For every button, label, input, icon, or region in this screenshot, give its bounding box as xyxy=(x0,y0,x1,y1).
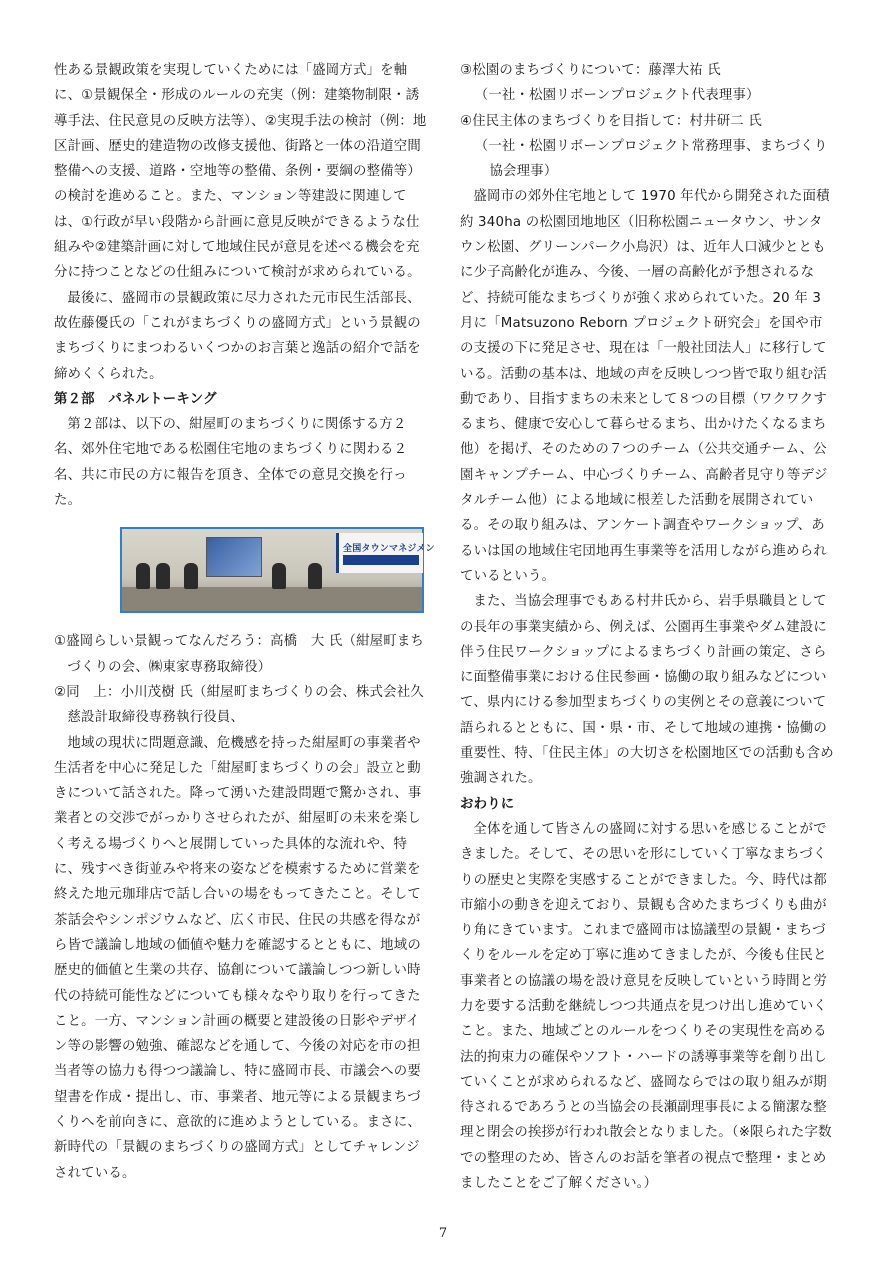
paragraph: 最後に、盛岡市の景観政策に尽力された元市民生活部長、故佐藤優氏の「これがまちづくりの盛岡方式」という景観のまちづくりにまつわるいくつかのお言葉と逸話の紹介で話を締めくくられた。 xyxy=(54,290,421,382)
paragraph: 盛岡市の郊外住宅地として 1970 年代から開発された面積約 340ha の松園団地地区（旧称松園ニュータウン、サンタウン松園、グリーンパーク小鳥沢）は、近年人口減少とともに少子高齢化が進み、今後、一層の高齢化が予想されるなど、持続可能なまちづくりが強く求められていた。20 年 3 月に「Matsuzono Reborn プロジェクト研究会」を国や市の支援の下に発足させ、現在は「一般社団法人」に移行している。活動の基本は、地域の声を反映しつつ皆で取り組む活動であり、目指すまちの未来として８つの目標（ワクワクするまち、健康で安心して暮らせるまち、出かけたくなるまち他）を掲げ、そのための７つのチーム（公共交通チーム、公園キャンプチーム、中心づくりチーム、高齢者見守り等デジタルチーム他）による地域に根差した活動を展開されている。その取り組みは、アンケート調査やワークショップ、あるいは国の地域住宅団地再生事業等を活用しながら進められているという。 xyxy=(460,189,830,584)
paragraph: 性ある景観政策を実現していくためには「盛岡方式」を軸に、①景観保全・形成のルールの充実（例：建築物制限・誘導手法、住民意見の反映方法等）、②実現手法の検討（例：地区計画、歴史的建造物の改修支援他、街路と一体の沿道空間整備への支援、道路・空地等の整備、条例・要綱の整備等）の検討を進めること。また、マンション等建設に関連しては、①行政が早い段階から計画に意見反映ができるような仕組みや②建築計画に対して地域住民が意見を述べる機会を充分に持つことなどの仕組みについて検討が求められている。 xyxy=(54,63,427,281)
page-number: 7 xyxy=(438,1226,448,1241)
panelist-affiliation: （一社・松園リボーンプロジェクト常務理事、まちづくり協会理事） xyxy=(474,138,828,180)
paragraph: また、当協会理事でもある村井氏から、岩手県職員としての長年の事業実績から、例えば、公園再生事業やダム建設に伴う住民ワークショップによるまちづくり計画の策定、さらに面整備事業における住民参画・協働の取り組みなどについて、県内にける参加型まちづくりの実例とその意義について語られるとともに、国・県・市、そして地域の連携・協働の重要性、特、「住民主体」の大切さを松園地区での活動も含め強調された。 xyxy=(460,594,834,787)
section-heading: おわりに xyxy=(460,796,515,812)
left-column xyxy=(54,58,435,1186)
paragraph: 全体を通して皆さんの盛岡に対する思いを感じることができました。そして、その思いを形にしていく丁寧なまちづくりの歴史と実際を実感することができました。今、時代は都市縮小の動きを迎えており、景観も含めたまちづくりも曲がり角にきています。これまで盛岡市は協議型の景観・まちづくりをルールを定め丁寧に進めてきましたが、今後も住民と事業者との協議の場を設け意見を反映していという時間と労力を要する活動を継続しつつ共通点を見つけ出し進めていくこと。また、地域ごとのルールをつくりその実現性を高める法的拘束力の確保やソフト・ハードの誘導事業等を創り出していくことが求められるなど、盛岡ならではの取り組みが期待されるであろうとの当協会の長瀬副理事長による簡潔な整理と閉会の挨拶が行われ散会となりました。（※限られた字数での整理のため、皆さんのお話を筆者の視点で整理・まとめましたことをご了解ください。） xyxy=(460,821,832,1192)
banner-text: 全国タウンマネジメン xyxy=(343,544,435,555)
section-heading: 第２部 パネルトーキング xyxy=(54,391,217,407)
event-banner xyxy=(336,533,435,573)
projector-screen xyxy=(206,537,262,577)
panelist-item: ④住民主体のまちづくりを目指して：村井研二 氏 xyxy=(460,113,762,129)
panelist-item: ①盛岡らしい景観ってなんだろう：高橋 大 氏（紺屋町まちづくりの会、㈱東家専務取締役） xyxy=(54,634,425,675)
right-column xyxy=(460,58,834,1196)
panelist-affiliation: （一社・松園リボーンプロジェクト代表理事） xyxy=(474,88,760,104)
paragraph: 地域の現状に問題意識、危機感を持った紺屋町の事業者や生活者を中心に発足した「紺屋町まちづくりの会」設立と動きについて話された。降って湧いた建設問題で驚かされ、事業者との交渉でがっかりさせられたが、紺屋町の未来を楽しく考える場づくりへと展開していった具体的な流れや、特に、残すべき街並みや将来の姿などを模索するために営業を終えた地元珈琲店で話し合いの場をもってきたこと。そして茶話会やシンポジウムなど、広く市民、住民の共感を得ながら皆で議論し地域の価値や魅力を確認するとともに、地域の歴史的価値と生業の共存、協創について議論しつつ新しい時代の持続可能性などについても様々なやり取りを行ってきたこと。一方、マンション計画の概要と建設後の日影やデザイン等の影響の勉強、確認などを通して、今後の対応を市の担当者等の協力も得つつ議論し、特に盛岡市長、市議会への要望書を作成・提出し、市、事業者、地元等による景観まちづくりへを前向きに、意欲的に進めようとしている。まさに、新時代の「景観のまちづくりの盛岡方式」としてチャレンジされている。 xyxy=(54,735,422,1181)
paragraph: 第２部は、以下の、紺屋町のまちづくりに関係する方２名、郊外住宅地である松園住宅地のまちづくりに関わる２名、共に市民の方に報告を頂き、全体での意見交換を行った。 xyxy=(54,417,408,509)
panel-discussion-photo xyxy=(120,527,435,613)
panelist-item: ③松園のまちづくりについて：藤澤大祐 氏 xyxy=(460,63,721,78)
panelist-item: ②同 上：小川茂樹 氏（紺屋町まちづくりの会、株式会社久慈設計取締役専務執行役員、 xyxy=(54,684,424,726)
